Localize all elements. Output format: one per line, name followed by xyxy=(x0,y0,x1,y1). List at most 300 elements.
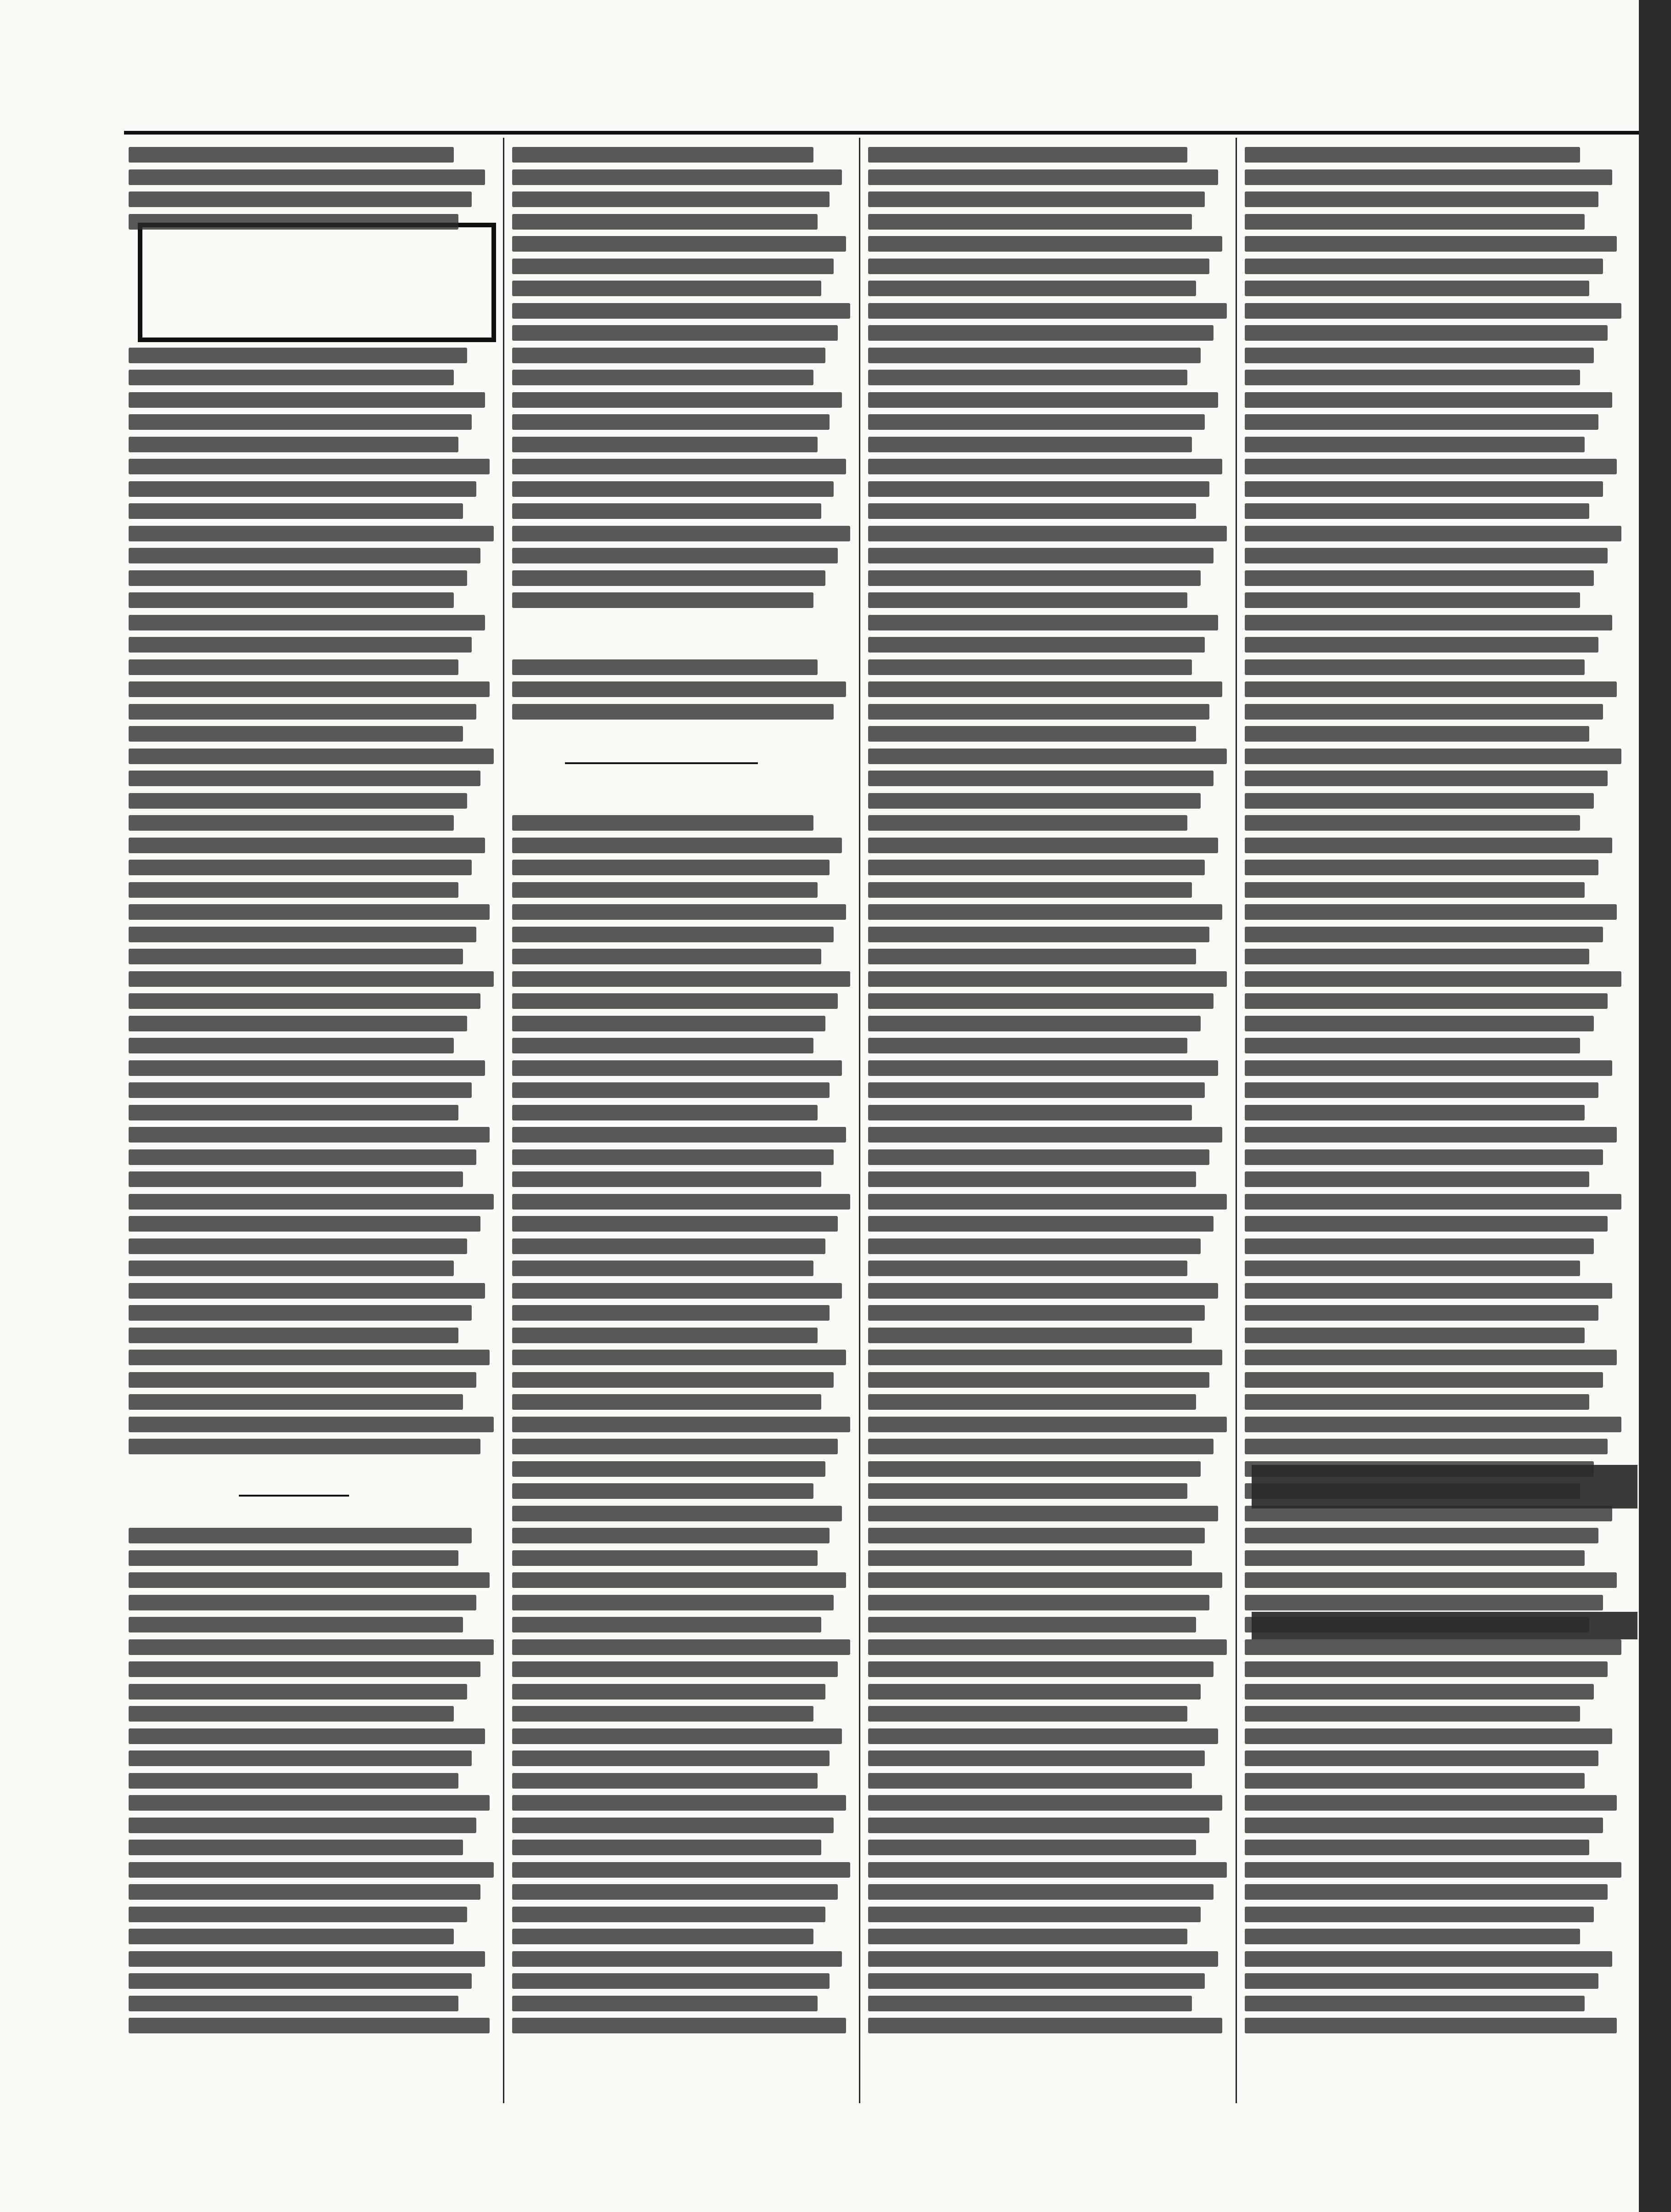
text-line xyxy=(129,592,454,608)
text-line xyxy=(129,860,472,875)
text-line xyxy=(868,1706,1187,1722)
text-line xyxy=(1245,882,1585,898)
section-banner xyxy=(138,223,496,342)
text-line xyxy=(1245,860,1598,875)
text-line xyxy=(868,1305,1205,1321)
text-line xyxy=(129,1795,490,1811)
text-line xyxy=(129,815,454,831)
text-line xyxy=(1245,1862,1621,1878)
text-line xyxy=(1245,1996,1585,2011)
text-line xyxy=(1245,570,1594,586)
text-line xyxy=(868,1417,1227,1432)
text-line xyxy=(868,548,1214,563)
text-line xyxy=(512,1506,842,1521)
text-line xyxy=(868,681,1222,697)
text-line xyxy=(129,1082,472,1098)
text-line xyxy=(129,392,485,408)
text-line xyxy=(1245,1929,1580,1944)
text-line xyxy=(512,1082,830,1098)
text-line xyxy=(512,659,818,675)
text-line xyxy=(129,681,490,697)
text-line xyxy=(868,1328,1192,1343)
text-line xyxy=(512,147,813,163)
text-line xyxy=(129,1261,454,1276)
text-line xyxy=(1245,548,1608,563)
text-line xyxy=(1245,838,1612,853)
text-line xyxy=(1245,1350,1617,1365)
text-line xyxy=(1245,1060,1612,1076)
text-line xyxy=(868,993,1214,1009)
text-line xyxy=(512,904,846,920)
text-line xyxy=(868,793,1201,809)
text-line xyxy=(868,392,1218,408)
text-line xyxy=(129,1907,467,1922)
text-line xyxy=(1245,949,1589,964)
text-line xyxy=(868,1149,1209,1165)
text-line xyxy=(512,993,838,1009)
text-line xyxy=(129,548,480,563)
text-line xyxy=(129,1996,458,2011)
text-line xyxy=(868,1283,1218,1299)
text-line xyxy=(868,1773,1192,1789)
text-line xyxy=(512,259,834,274)
text-line xyxy=(129,570,467,586)
text-line xyxy=(512,838,842,853)
text-line xyxy=(129,1238,467,1254)
text-line xyxy=(1245,1372,1603,1388)
text-line xyxy=(1245,1417,1621,1432)
text-line xyxy=(868,904,1222,920)
text-line xyxy=(868,592,1187,608)
text-line xyxy=(512,236,846,252)
text-line xyxy=(512,1907,825,1922)
text-line xyxy=(512,1595,834,1610)
text-line xyxy=(1245,749,1621,764)
text-line xyxy=(129,1706,454,1722)
text-line xyxy=(129,2018,490,2033)
text-line xyxy=(868,1795,1222,1811)
text-line xyxy=(512,1550,818,1566)
text-line xyxy=(129,615,485,630)
text-line xyxy=(1245,971,1621,987)
text-line xyxy=(1245,481,1603,497)
text-line xyxy=(129,749,494,764)
text-line xyxy=(868,1350,1222,1365)
text-line xyxy=(868,1862,1227,1878)
text-line xyxy=(868,1216,1214,1232)
text-line xyxy=(1245,281,1589,296)
text-line xyxy=(868,1818,1209,1833)
text-line xyxy=(1245,993,1608,1009)
text-line xyxy=(868,1951,1218,1967)
text-line xyxy=(512,1684,825,1700)
text-line xyxy=(1245,1750,1598,1766)
text-line xyxy=(512,1929,813,1944)
text-line xyxy=(1245,1795,1617,1811)
text-line xyxy=(129,1394,463,1410)
text-line xyxy=(1245,1016,1594,1031)
text-line xyxy=(868,1060,1218,1076)
text-line xyxy=(868,1661,1214,1677)
text-line xyxy=(1245,1661,1608,1677)
text-line xyxy=(512,1862,850,1878)
heading-rule xyxy=(239,1495,349,1497)
text-line xyxy=(868,325,1214,341)
text-line xyxy=(512,592,813,608)
text-line xyxy=(1245,1840,1589,1855)
text-line xyxy=(868,1261,1187,1276)
text-line xyxy=(1245,726,1589,742)
text-line xyxy=(1245,414,1598,430)
text-line xyxy=(512,1951,842,1967)
text-line xyxy=(868,481,1209,497)
text-line xyxy=(512,1840,821,1855)
text-line xyxy=(1245,1684,1594,1700)
text-line xyxy=(1245,1283,1612,1299)
text-line xyxy=(1245,1394,1589,1410)
text-line xyxy=(512,971,850,987)
text-line xyxy=(512,2018,846,2033)
text-line xyxy=(868,503,1196,519)
text-line xyxy=(129,1617,463,1632)
text-line xyxy=(1245,793,1594,809)
text-line xyxy=(868,1550,1192,1566)
text-line xyxy=(1245,1818,1603,1833)
text-line xyxy=(1245,1617,1589,1632)
text-line xyxy=(129,147,454,163)
text-line xyxy=(512,1194,850,1210)
text-line xyxy=(1245,392,1612,408)
text-line xyxy=(129,1417,494,1432)
text-line xyxy=(868,1171,1196,1187)
text-line xyxy=(1245,1038,1580,1053)
text-line xyxy=(868,191,1205,207)
text-line xyxy=(1245,325,1608,341)
text-line xyxy=(129,1661,480,1677)
text-line xyxy=(512,1350,846,1365)
text-line xyxy=(868,303,1227,319)
text-line xyxy=(868,1528,1205,1543)
text-line xyxy=(129,993,480,1009)
text-line xyxy=(512,1773,818,1789)
text-line xyxy=(1245,303,1621,319)
text-line xyxy=(129,526,494,541)
text-line xyxy=(868,771,1214,786)
text-line xyxy=(868,1595,1209,1610)
page-edge xyxy=(1639,0,1671,2212)
text-line xyxy=(512,1372,834,1388)
text-line xyxy=(512,392,842,408)
text-line xyxy=(1245,1973,1598,1989)
text-line xyxy=(868,147,1187,163)
text-line xyxy=(1245,1572,1617,1588)
text-line xyxy=(129,1951,485,1967)
text-line xyxy=(1245,1149,1603,1165)
text-line xyxy=(1245,1506,1612,1521)
text-line xyxy=(512,1461,825,1477)
text-line xyxy=(1245,1171,1589,1187)
text-line xyxy=(129,1595,476,1610)
text-line xyxy=(512,214,818,230)
text-line xyxy=(1245,503,1589,519)
text-line xyxy=(512,414,830,430)
text-line xyxy=(512,1706,813,1722)
text-line xyxy=(868,1506,1218,1521)
text-line xyxy=(868,949,1196,964)
text-line xyxy=(1245,1328,1585,1343)
text-line xyxy=(512,1818,834,1833)
text-line xyxy=(129,1060,485,1076)
text-line xyxy=(868,169,1218,185)
text-line xyxy=(512,1216,838,1232)
text-line xyxy=(868,860,1205,875)
header-rule xyxy=(124,131,1640,135)
text-line xyxy=(512,949,821,964)
text-line xyxy=(868,259,1209,274)
text-line xyxy=(1245,1528,1598,1543)
text-line xyxy=(512,882,818,898)
text-line xyxy=(129,1216,480,1232)
text-line xyxy=(1245,1105,1585,1120)
text-line xyxy=(1245,659,1585,675)
text-line xyxy=(512,1439,838,1454)
text-line xyxy=(129,1439,480,1454)
text-line xyxy=(1245,1127,1617,1143)
text-line xyxy=(868,1105,1192,1120)
text-line xyxy=(512,1973,830,1989)
text-line xyxy=(512,481,834,497)
text-line xyxy=(512,1572,846,1588)
text-line xyxy=(868,1439,1214,1454)
text-line xyxy=(868,526,1227,541)
text-line xyxy=(1245,191,1598,207)
text-line xyxy=(1245,1483,1580,1499)
text-line xyxy=(868,2018,1222,2033)
text-line xyxy=(129,169,485,185)
text-line xyxy=(1245,259,1603,274)
text-line xyxy=(1245,1461,1594,1477)
text-line xyxy=(1245,815,1580,831)
text-line xyxy=(129,1750,472,1766)
text-line xyxy=(129,971,494,987)
text-line xyxy=(512,570,825,586)
text-line xyxy=(1245,437,1585,452)
text-line xyxy=(868,1127,1222,1143)
text-line xyxy=(512,1996,818,2011)
text-line xyxy=(1245,615,1612,630)
text-line xyxy=(868,1238,1201,1254)
text-line xyxy=(868,437,1192,452)
text-line xyxy=(129,459,490,474)
text-line xyxy=(129,882,458,898)
text-line xyxy=(868,615,1218,630)
text-line xyxy=(868,281,1196,296)
text-line xyxy=(868,971,1227,987)
text-line xyxy=(868,348,1201,363)
page-header xyxy=(175,94,1520,126)
text-line xyxy=(512,1884,838,1900)
text-line xyxy=(512,1016,825,1031)
text-line xyxy=(512,169,842,185)
text-line xyxy=(1245,1907,1594,1922)
text-line xyxy=(1245,1706,1580,1722)
text-line xyxy=(129,771,480,786)
text-line xyxy=(512,1795,846,1811)
text-line xyxy=(512,459,846,474)
text-line xyxy=(868,414,1205,430)
text-line xyxy=(129,726,463,742)
text-line xyxy=(868,370,1187,385)
text-line xyxy=(512,191,830,207)
text-line xyxy=(129,1149,476,1165)
text-line xyxy=(129,1528,472,1543)
text-line xyxy=(129,1283,485,1299)
text-line xyxy=(1245,370,1580,385)
text-line xyxy=(1245,1639,1621,1655)
text-line xyxy=(868,1929,1187,1944)
text-line xyxy=(129,348,467,363)
text-line xyxy=(129,1728,485,1744)
text-line xyxy=(1245,1595,1603,1610)
text-line xyxy=(129,1372,476,1388)
text-line xyxy=(512,348,825,363)
text-line xyxy=(129,1171,463,1187)
text-line xyxy=(512,303,850,319)
text-line xyxy=(129,1038,454,1053)
text-line xyxy=(512,1038,813,1053)
text-line xyxy=(1245,1550,1585,1566)
text-line xyxy=(512,1060,842,1076)
text-line xyxy=(129,370,454,385)
text-line xyxy=(868,1194,1227,1210)
text-line xyxy=(512,1483,813,1499)
text-line xyxy=(512,1639,850,1655)
text-line xyxy=(512,927,834,942)
text-line xyxy=(868,1082,1205,1098)
text-line xyxy=(129,1639,494,1655)
text-line xyxy=(129,437,458,452)
text-line xyxy=(868,1461,1201,1477)
text-line xyxy=(1245,771,1608,786)
text-line xyxy=(868,882,1192,898)
text-line xyxy=(1245,348,1594,363)
text-line xyxy=(129,214,458,230)
text-line xyxy=(512,815,813,831)
text-line xyxy=(129,1818,476,1833)
text-line xyxy=(868,1038,1187,1053)
text-line xyxy=(512,437,818,452)
column-divider xyxy=(1236,138,1237,2103)
text-line xyxy=(1245,459,1617,474)
text-line xyxy=(129,659,458,675)
text-line xyxy=(129,838,485,853)
text-line xyxy=(129,1550,458,1566)
text-line xyxy=(129,927,476,942)
text-line xyxy=(129,1305,472,1321)
text-line xyxy=(512,526,850,541)
text-line xyxy=(868,1016,1201,1031)
text-line xyxy=(512,370,813,385)
text-line xyxy=(512,860,830,875)
text-line xyxy=(1245,637,1598,653)
text-line xyxy=(1245,236,1617,252)
text-line xyxy=(868,1639,1227,1655)
text-line xyxy=(129,1127,490,1143)
text-line xyxy=(129,1862,494,1878)
text-line xyxy=(868,1728,1218,1744)
text-line xyxy=(868,1973,1205,1989)
text-line xyxy=(868,1572,1222,1588)
text-line xyxy=(129,1773,458,1789)
text-line xyxy=(1245,681,1617,697)
text-line xyxy=(868,838,1218,853)
text-line xyxy=(868,637,1205,653)
text-line xyxy=(1245,2018,1617,2033)
text-line xyxy=(129,414,472,430)
text-line xyxy=(512,1238,825,1254)
text-line xyxy=(868,1884,1214,1900)
text-line xyxy=(868,1394,1196,1410)
column-divider xyxy=(859,138,860,2103)
text-line xyxy=(512,1105,818,1120)
text-line xyxy=(512,325,838,341)
text-line xyxy=(129,1328,458,1343)
text-line xyxy=(868,570,1201,586)
text-line xyxy=(868,726,1196,742)
text-line xyxy=(1245,169,1612,185)
text-line xyxy=(1245,1082,1598,1098)
text-line xyxy=(512,1305,830,1321)
text-line xyxy=(129,1840,463,1855)
text-line xyxy=(868,1483,1187,1499)
text-line xyxy=(1245,704,1603,720)
text-line xyxy=(512,503,821,519)
text-line xyxy=(1245,1439,1608,1454)
text-line xyxy=(129,1973,472,1989)
text-line xyxy=(512,1283,842,1299)
text-line xyxy=(129,1684,467,1700)
text-line xyxy=(868,236,1222,252)
text-line xyxy=(129,1929,454,1944)
text-line xyxy=(129,191,472,207)
column-divider xyxy=(503,138,504,2103)
text-line xyxy=(868,1617,1196,1632)
text-line xyxy=(129,949,463,964)
text-line xyxy=(1245,1238,1594,1254)
text-line xyxy=(129,1884,480,1900)
text-line xyxy=(129,503,463,519)
text-line xyxy=(129,1016,467,1031)
text-line xyxy=(512,1127,846,1143)
text-line xyxy=(512,1750,830,1766)
text-line xyxy=(129,1194,494,1210)
text-line xyxy=(1245,1305,1598,1321)
text-line xyxy=(512,1149,834,1165)
text-line xyxy=(1245,927,1603,942)
text-line xyxy=(129,481,476,497)
text-line xyxy=(868,459,1222,474)
text-line xyxy=(512,681,846,697)
text-line xyxy=(1245,1261,1580,1276)
text-line xyxy=(1245,592,1580,608)
text-line xyxy=(129,637,472,653)
text-line xyxy=(129,904,490,920)
text-line xyxy=(512,281,821,296)
text-line xyxy=(868,749,1227,764)
text-line xyxy=(512,1171,821,1187)
text-line xyxy=(129,1350,490,1365)
text-line xyxy=(1245,526,1621,541)
